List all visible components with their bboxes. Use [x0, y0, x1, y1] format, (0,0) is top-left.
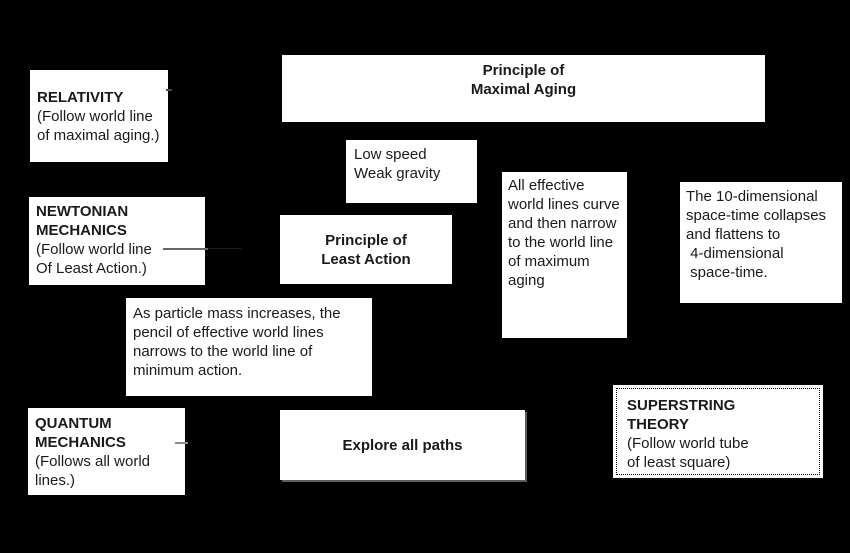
box-explore-all-paths — [280, 410, 525, 480]
box-heading: MECHANICS — [36, 222, 127, 239]
text-line: minimum action. — [133, 362, 243, 379]
text-line: 4-dimensional — [686, 245, 784, 262]
box-as-particle-mass-increases — [126, 298, 372, 396]
box-heading: MECHANICS — [35, 434, 126, 451]
connector-relativity-stub — [166, 89, 172, 91]
text-line: of maximal aging.) — [37, 127, 160, 144]
text-line: lines.) — [35, 472, 76, 489]
text-line: (Follows all world — [35, 453, 151, 470]
box-ten-dimensional-spacetime — [680, 182, 842, 303]
text-line: of least square) — [627, 454, 731, 471]
text-line: Low speed — [354, 146, 427, 163]
box-newtonian-mechanics — [29, 197, 205, 285]
box-title-line: Principle of — [482, 62, 565, 79]
box-heading: THEORY — [627, 416, 689, 433]
box-principle-of-maximal-aging — [282, 55, 765, 122]
text-line: space-time collapses — [686, 207, 827, 224]
text-line: aging — [508, 272, 545, 289]
box-title-line: Principle of — [325, 231, 407, 249]
text-line: (Follow world line — [37, 108, 153, 125]
text-line: world lines curve — [508, 196, 620, 213]
text-line: space-time. — [686, 264, 768, 281]
text-line: All effective — [508, 177, 585, 194]
box-title-line: Least Action — [321, 250, 411, 268]
box-heading: RELATIVITY — [37, 89, 124, 106]
text-line: pencil of effective world lines — [133, 324, 324, 341]
box-title-line: Explore all paths — [342, 436, 463, 454]
box-principle-of-least-action — [280, 215, 452, 284]
text-line: of maximum — [508, 253, 590, 270]
text-line: and then narrow — [508, 215, 617, 232]
connector-quantum-stub — [175, 442, 188, 444]
box-heading: SUPERSTRING — [627, 397, 736, 414]
text-line: narrows to the world line of — [133, 343, 313, 360]
box-low-speed-weak-gravity — [346, 140, 477, 203]
connector-newtonian-line-faint — [208, 248, 242, 249]
box-heading: NEWTONIAN — [36, 203, 129, 220]
text-line: to the world line — [508, 234, 614, 251]
box-superstring-theory — [613, 385, 823, 478]
text-line: The 10-dimensional — [686, 188, 818, 205]
box-title-line: Maximal Aging — [470, 81, 577, 98]
box-relativity — [30, 70, 168, 162]
text-line: and flattens to — [686, 226, 781, 243]
text-line: Weak gravity — [354, 165, 441, 182]
text-line: (Follow world tube — [627, 435, 749, 452]
text-line: Of Least Action.) — [36, 260, 147, 277]
connector-newtonian-line — [163, 248, 208, 250]
box-heading: QUANTUM — [35, 415, 112, 432]
text-line: (Follow world line — [36, 241, 152, 258]
box-quantum-mechanics — [28, 408, 185, 495]
box-all-effective-world-lines — [502, 172, 627, 338]
text-line: As particle mass increases, the — [133, 305, 341, 322]
